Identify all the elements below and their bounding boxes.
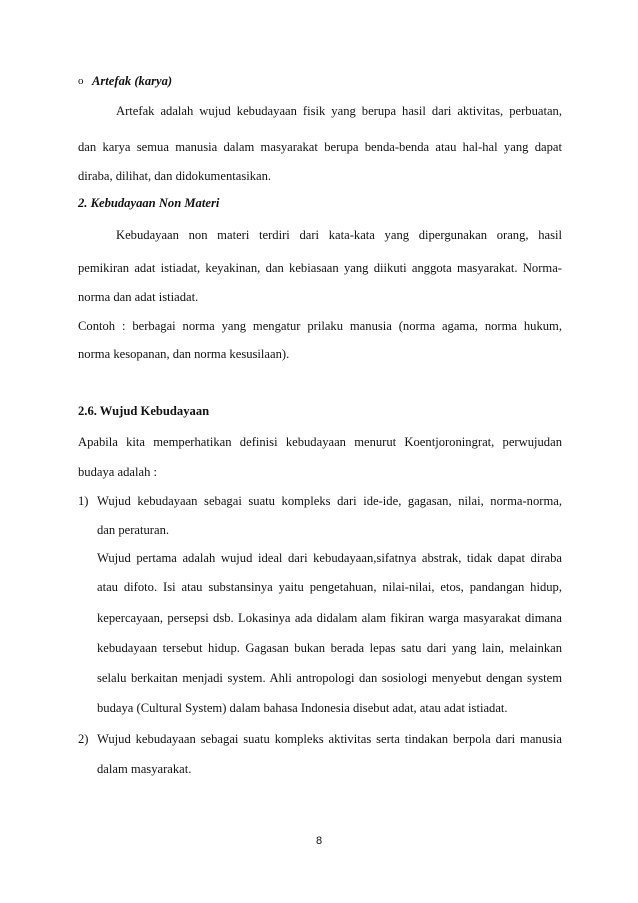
non-materi-line-2: pemikiran adat istiadat, keyakinan, dan kebiasaan yang diikuti anggota masyarakat. Norma- [78, 261, 562, 275]
artefak-line-2: dan karya semua manusia dalam masyarakat berupa benda-benda atau hal-hal yang dapat [78, 140, 562, 154]
item1-line-6: kebudayaan tersebut hidup. Gagasan bukan berada lepas satu dari yang lain, melainkan [97, 641, 562, 655]
non-materi-line-1: Kebudayaan non materi terdiri dari kata-kata yang dipergunakan orang, hasil [116, 228, 562, 242]
wujud-intro-line-1: Apabila kita memperhatikan definisi kebudayaan menurut Koentjoroningrat, perwujudan [78, 435, 562, 449]
artefak-line-1: Artefak adalah wujud kebudayaan fisik yang berupa hasil dari aktivitas, perbuatan, [116, 104, 562, 118]
item1-line-4: atau difoto. Isi atau substansinya yaitu pengetahuan, nilai-nilai, etos, pandangan hidup, [97, 580, 562, 594]
wujud-heading: 2.6. Wujud Kebudayaan [78, 404, 210, 418]
non-materi-line-3: norma dan adat istiadat. [78, 290, 199, 304]
item1-line-8: budaya (Cultural System) dalam bahasa Indonesia disebut adat, atau adat istiadat. [97, 701, 508, 715]
artefak-line-3: diraba, dilihat, dan didokumentasikan. [78, 169, 272, 183]
non-materi-heading: 2. Kebudayaan Non Materi [78, 196, 220, 210]
artefak-heading: Artefak (karya) [92, 74, 173, 88]
contoh-line-1: Contoh : berbagai norma yang mengatur prilaku manusia (norma agama, norma hukum, [78, 319, 562, 333]
list-number-1: 1) [78, 494, 89, 508]
bullet-marker: o [78, 75, 84, 87]
item1-line-5: kepercayaan, persepsi dsb. Lokasinya ada didalam alam fikiran warga masyarakat dimana [97, 611, 562, 625]
item1-line-3: Wujud pertama adalah wujud ideal dari kebudayaan,sifatnya abstrak, tidak dapat diraba [97, 551, 562, 565]
page-number: 8 [315, 835, 323, 847]
wujud-intro-line-2: budaya adalah : [78, 465, 158, 479]
item2-line-1: Wujud kebudayaan sebagai suatu kompleks aktivitas serta tindakan berpola dari manusia [97, 732, 562, 746]
list-number-2: 2) [78, 732, 89, 746]
item1-line-7: selalu berkaitan menjadi system. Ahli antropologi dan sosiologi menyebut dengan system [97, 671, 562, 685]
item1-line-2: dan peraturan. [97, 523, 170, 537]
item2-line-2: dalam masyarakat. [97, 762, 192, 776]
contoh-line-2: norma kesopanan, dan norma kesusilaan). [78, 347, 290, 361]
item1-line-1: Wujud kebudayaan sebagai suatu kompleks dari ide-ide, gagasan, nilai, norma-norma, [97, 494, 562, 508]
